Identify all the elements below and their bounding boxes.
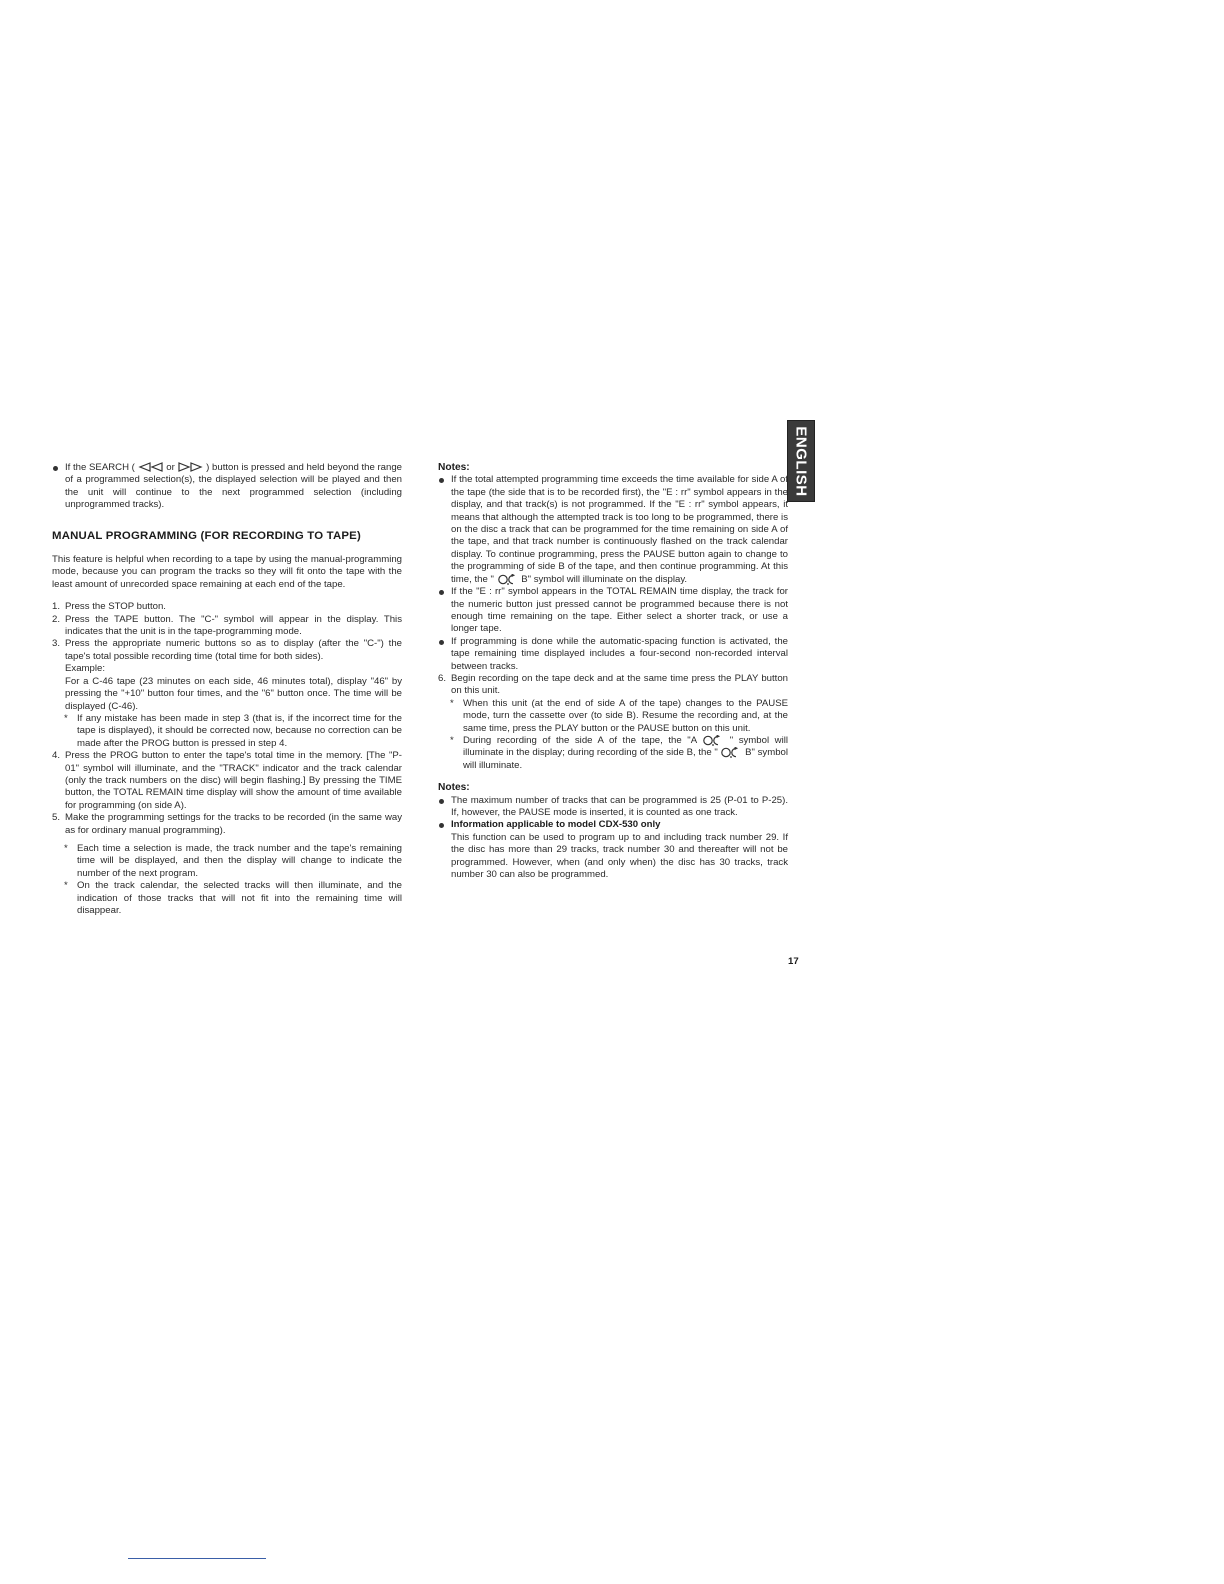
note-2: If the "E : rr" symbol appears in the TOTAL REMAIN time display, the track for the numeric button just pressed cannot be programmed because there is not enough time remaining on the tape. Either select a shorter track, or use a longer tape. bbox=[438, 586, 788, 636]
step-6-subnote-2: * During recording of the side A of the tape, the "A " symbol will illuminate in the display; during recording of the side B, the " B" symbol will illuminate. bbox=[438, 735, 788, 772]
language-tab-label: ENGLISH bbox=[792, 425, 810, 497]
search-forward-icon bbox=[177, 462, 203, 472]
note-4: The maximum number of tracks that can be programmed is 25 (P-01 to P-25). If, however, the PAUSE mode is inserted, it is counted as one track. bbox=[438, 795, 788, 820]
page-number: 17 bbox=[788, 956, 799, 967]
language-tab bbox=[787, 420, 815, 502]
step-3-example: For a C-46 tape (23 minutes on each side, 46 minutes total), display "46" by pressing the "+10" button four times, and the "6" button once. The time will be displayed (C-46). bbox=[65, 675, 402, 712]
step-6-subnote-1: * When this unit (at the end of side A of the tape) changes to the PAUSE mode, turn the cassette over (to side B). Resume the recording and, at the same time, press the PLAY button or the PAUSE button on this unit. bbox=[438, 698, 788, 735]
search-note: If the SEARCH ( or ) button is pressed and held beyond the range of a programmed selection(s), the displayed selection will be played and then the unit will continue to the next programmed selection (including unprogrammed tracks). bbox=[52, 462, 402, 512]
cassette-reverse-icon bbox=[702, 735, 724, 746]
cassette-reverse-icon bbox=[497, 574, 519, 585]
notes-label-2: Notes: bbox=[438, 782, 470, 794]
step-5: 5. Make the programming settings for the tracks to be recorded (in the same way as for ordinary manual programming). bbox=[52, 812, 402, 836]
footer-rule bbox=[128, 1558, 266, 1559]
step-2: 2. Press the TAPE button. The "C-" symbol will appear in the display. This indicates that the unit is in the tape-programming mode. bbox=[52, 613, 402, 638]
note-5 bbox=[438, 819, 788, 881]
cassette-reverse-icon bbox=[720, 747, 742, 758]
right-column bbox=[438, 462, 788, 882]
step-6: 6. Begin recording on the tape deck and at the same time press the PLAY button on this unit. bbox=[438, 672, 788, 697]
step-4: 4. Press the PROG button to enter the tape's total time in the memory. [The "P-01" symbol will illuminate, and the "TRACK" indicator and the track calendar (only the track numbers on the disc) will begin flashing.] By pressing the TIME button, the TOTAL REMAIN time display will show the amount of time available for programming (on side A). bbox=[52, 750, 402, 811]
search-reverse-icon bbox=[138, 462, 164, 472]
step-3-subnote: * If any mistake has been made in step 3 (that is, if the incorrect time for the tape is displayed), it should be corrected now, because no correction can be made after the PROG button is pressed in step 4. bbox=[52, 713, 402, 750]
step-1: 1. Press the STOP button. bbox=[52, 601, 166, 613]
note-3: If programming is done while the automatic-spacing function is activated, the tape remaining time displayed includes a four-second non-recorded interval between tracks. bbox=[438, 636, 788, 673]
note-5-title: Information applicable to model CDX-530 only bbox=[451, 819, 661, 831]
notes-label-1: Notes: bbox=[438, 462, 470, 473]
note-1: If the total attempted programming time exceeds the time available for side A of the tape (the side that is to be recorded first), the "E : rr" symbol appears in the display, and that track(s) is not programmed. If the "E : rr" symbol appears, it means that although the attempted track is too long to be programmed, there is on the disc a track that can be programmed for the time remaining on side A of the tape, and that track number is continuously flashed on the track calendar display. To continue programming, press the PAUSE button again to change to the programming of side B of the tape, and then continue programming. At this time, the " B" symbol will illuminate on the display. bbox=[438, 474, 788, 586]
intro-paragraph: This feature is helpful when recording to a tape by using the manual-programming mode, because you can program the tracks so they will fit onto the tape with the least amount of unrecorded space remaining at each end of the tape. bbox=[52, 554, 402, 590]
step-3-example-label: Example: bbox=[65, 663, 105, 675]
left-column bbox=[52, 462, 402, 917]
note-5-body: This function can be used to program up to and including track number 29. If the disc has more than 29 tracks, track number 30 and thereafter will not be programmed. However, when (and only when) the disc has 30 tracks, track number 30 can also be programmed. bbox=[451, 831, 788, 881]
step-5-subnote-2: * On the track calendar, the selected tracks will then illuminate, and the indication of those tracks that will not fit into the remaining time will disappear. bbox=[52, 880, 402, 917]
step-3: 3. Press the appropriate numeric buttons so as to display (after the "C-") the tape's total possible recording time (total time for both sides). Example: For a C-46 tape (23 minutes on each side, 46 minutes total), display "46" by pressing the "+10" button four times, and the "6" button once. The time will be displayed (C-46). bbox=[52, 638, 402, 712]
section-heading: MANUAL PROGRAMMING (FOR RECORDING TO TAPE) bbox=[52, 529, 361, 542]
step-5-subnote-1: * Each time a selection is made, the track number and the tape's remaining time will be displayed, and then the display will change to indicate the number of the next program. bbox=[52, 843, 402, 880]
